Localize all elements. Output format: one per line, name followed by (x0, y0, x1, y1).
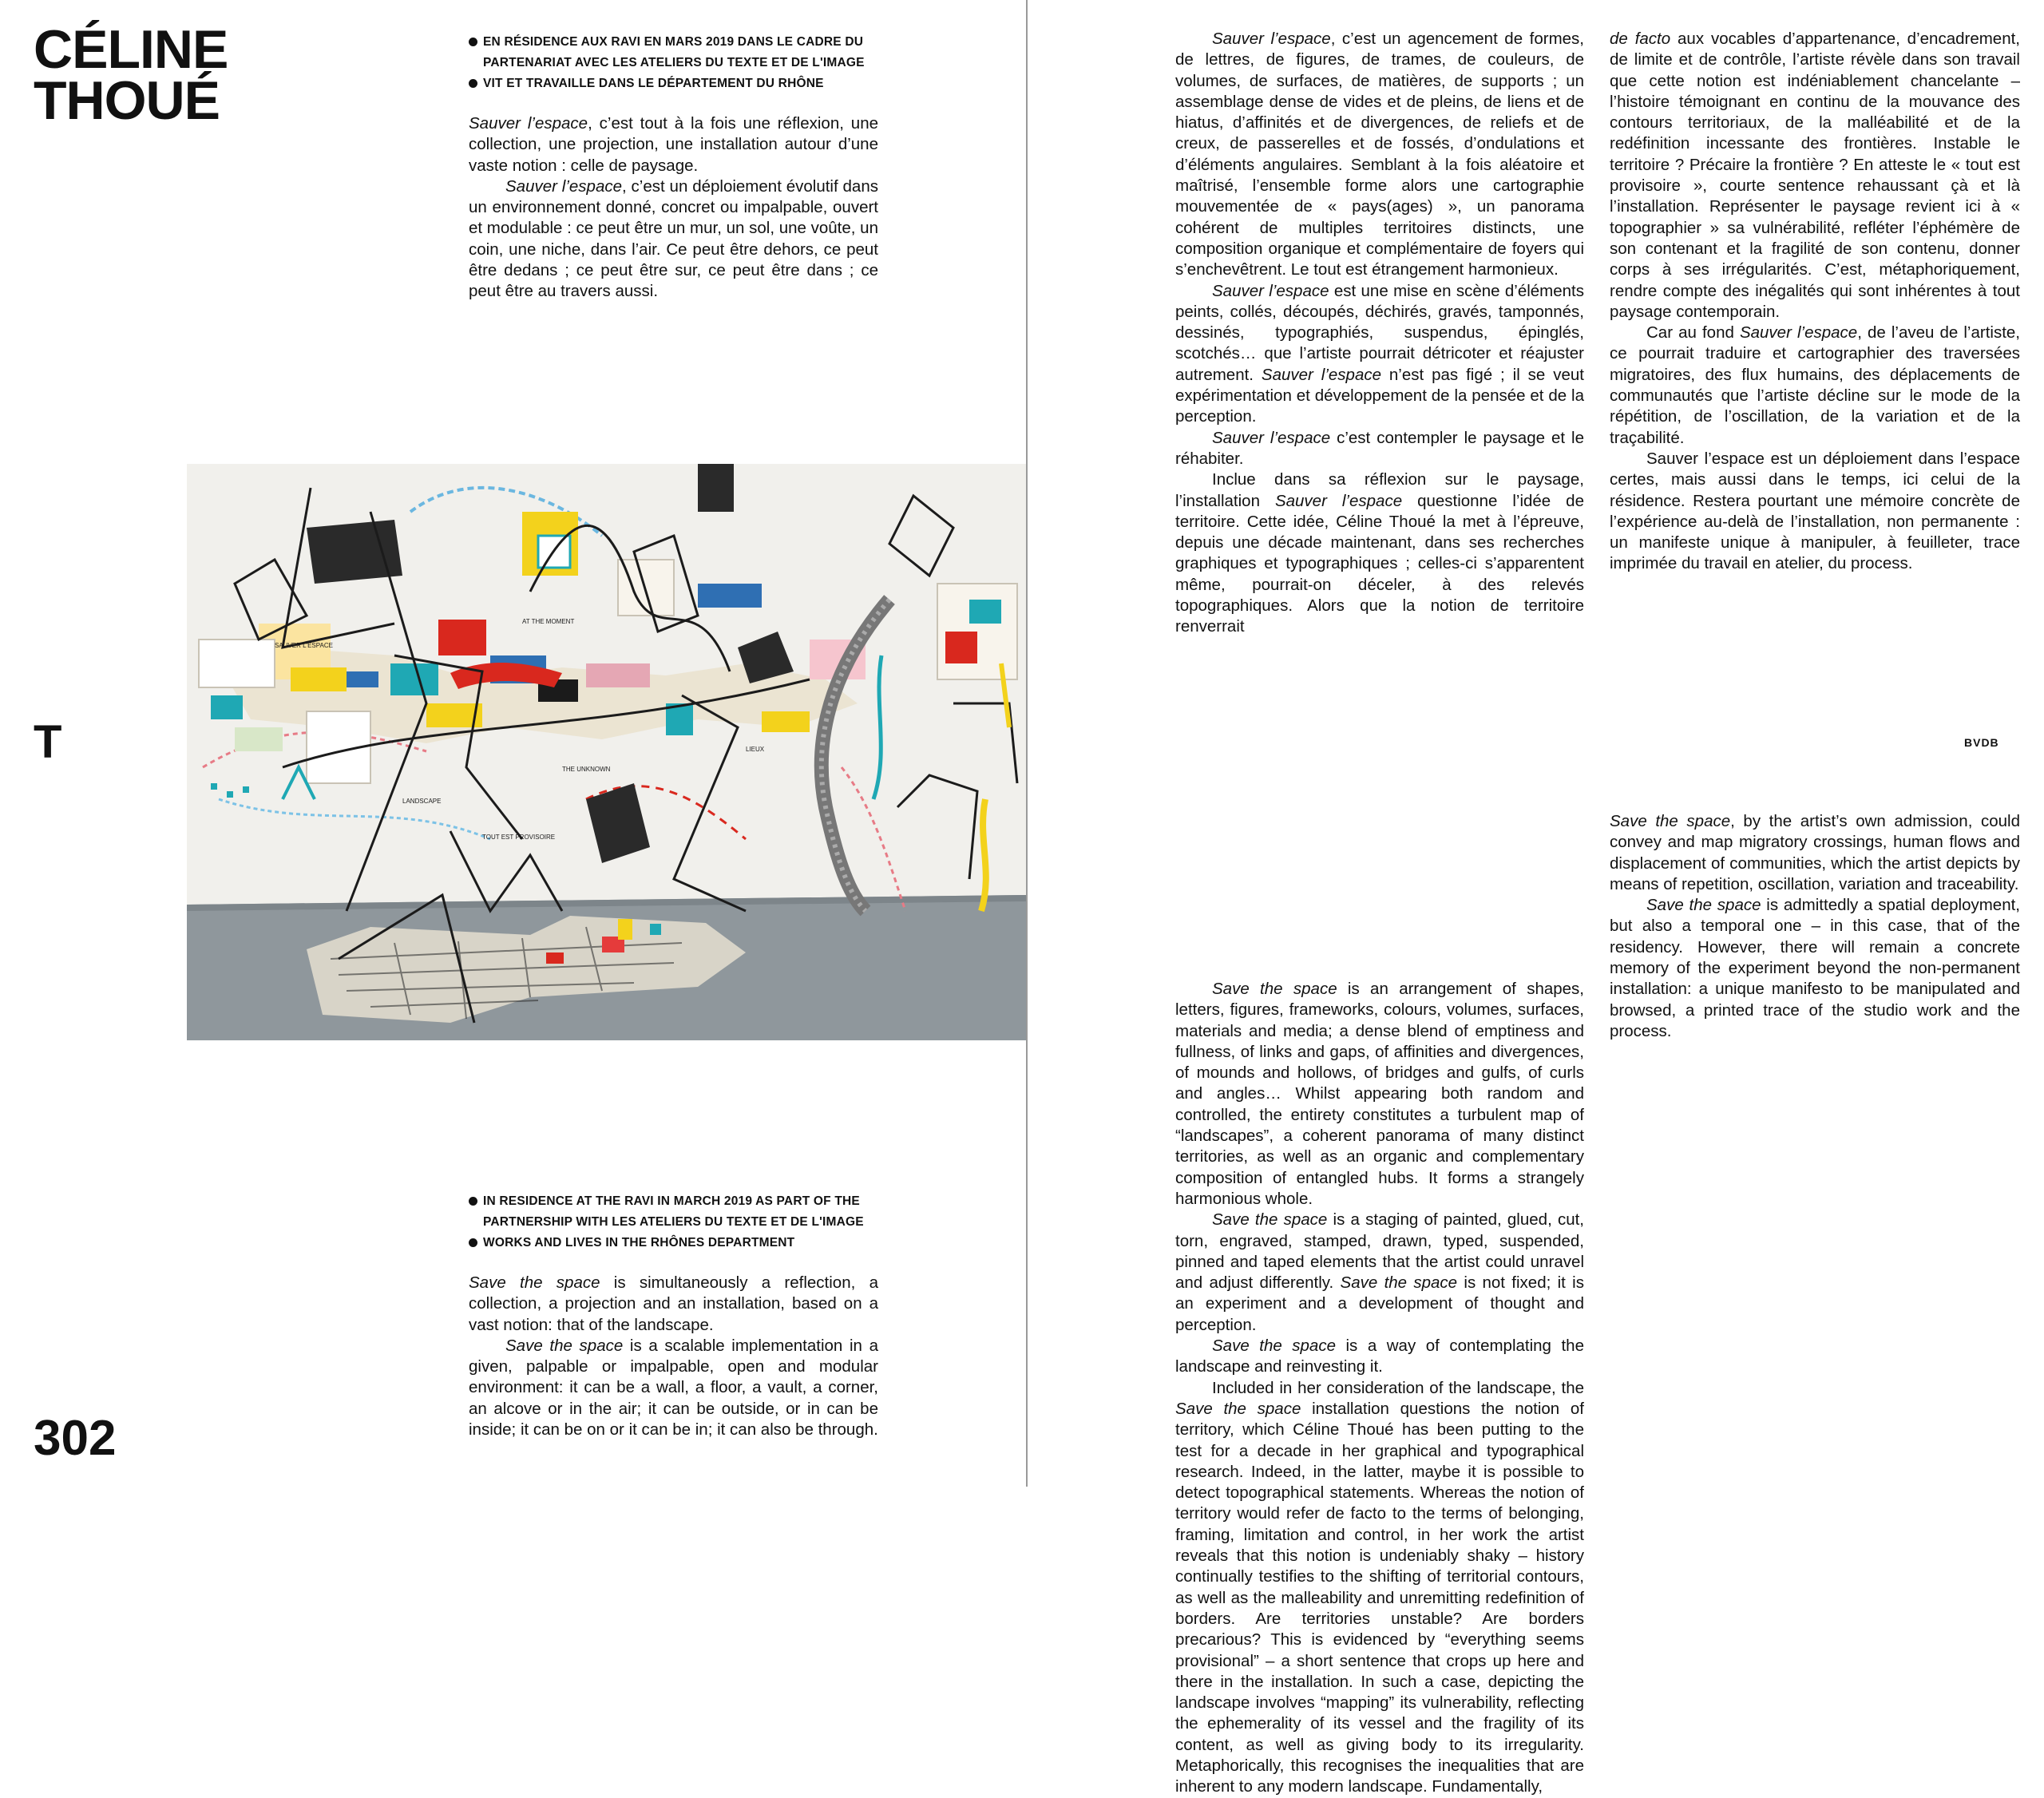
paragraph: Sauver l’espace, c’est un déploiement évolutif dans un environnement donné, concret ou impalpable, ouvert et modulable : ce peut être un mur, un sol, une voûte, un coin, une niche, dans l’air. Ce peut être dehors, ce peut être dedans ; ce peut être sur, ce peut être dans ; ce peut être au travers aussi. (469, 176, 878, 301)
svg-text:THE UNKNOWN: THE UNKNOWN (562, 766, 611, 773)
paragraph: Sauver l’espace c’est contempler le paysage et le réhabiter. (1175, 428, 1584, 468)
artist-name (34, 19, 228, 131)
paragraph: Included in her consideration of the landscape, the Save the space installation questions the notion of territory, which Céline Thoué has been putting to the test for a decade in her graphical and typographical research. Indeed, in the latter, maybe it is possible to detect topographical statements. Whereas the notion of territory would refer de facto to the terms of belonging, framing, limitation and control, in her work the artist reveals that this notion is undeniably shaky – history continually testifies to the shifting of territorial contours, as well as the malleability and unremitting redefinition of borders. Are territories unstable? Are borders precarious? This is evidenced by “everything seems provisional” – a short sentence that crops up here and there in the installation. In such a case, depicting the landscape involves “mapping” its vulnerability, reflecting the ephemerality of its vessel and the fragility of its content, as well as giving body to its irregularity. Metaphorically, this recognises the inequalities that are inherent to any modern landscape. Fundamentally, (1175, 1378, 1584, 1796)
paragraph: Save the space is a staging of painted, glued, cut, torn, engraved, stamped, drawn, typed, suspended, pinned and taped elements that the artist could unravel and adjust differently. Save the space is not fixed; it is an experiment and a development of thought and perception. (1175, 1210, 1585, 1334)
page-number: 302 (34, 1411, 117, 1466)
facts-list-fr (469, 32, 884, 94)
svg-text:AT THE MOMENT: AT THE MOMENT (522, 618, 575, 625)
author-signature: BVDB (1964, 736, 1999, 749)
fact-item: WORKS AND LIVES IN THE RHÔNES DEPARTMENT (469, 1233, 884, 1253)
body-text-en-column-1 (1175, 979, 1584, 1798)
svg-text:SAUVER L'ESPACE: SAUVER L'ESPACE (275, 642, 333, 649)
paragraph: Sauver l’espace, c’est tout à la fois une réflexion, une collection, une projection, une installation autour d’une vaste notion : celle de paysage. (469, 114, 878, 175)
installation-illustration (187, 464, 1026, 1040)
paragraph: Save the space, by the artist’s own admission, could convey and map migratory crossings, human flows and displacement of communities, which the artist depicts by means of repetition, oscillation, variation and traceability. (1610, 812, 2020, 893)
body-text-fr-column-2 (1610, 29, 2020, 575)
paragraph: Save the space is a scalable implementation in a given, palpable or impalpable, open and modular environment: it can be a wall, a floor, a vault, a corner, an alcove or in the air; it can be outside, or in can be inside; it can be on or it can be in; it can also be through. (469, 1336, 878, 1440)
paragraph: Save the space is admittedly a spatial deployment, but also a temporal one – in this case, that of the residency. However, there will remain a concrete memory of the experiment beyond the non-permanent installation: a unique manifesto to be manipulated and browsed, a printed trace of the studio work and the process. (1610, 896, 2020, 1040)
paragraph: Save the space is simultaneously a reflection, a collection, a projection and an installation, based on a vast notion: that of the landscape. (469, 1273, 878, 1334)
facts-list-en (469, 1191, 884, 1253)
fact-item: IN RESIDENCE AT THE RAVI IN MARCH 2019 AS PART OF THE PARTNERSHIP WITH LES ATELIERS DU TEXTE ET DE L'IMAGE (469, 1191, 884, 1233)
paragraph: Inclue dans sa réflexion sur le paysage, l’installation Sauver l’espace questionne l’idée de territoire. Cette idée, Céline Thoué la met à l’épreuve, depuis une décade maintenant, dans ses recherches graphiques et typographiques ; celles-ci s’apparentent même, pourrait-on déceler, à des relevés topographiques. Alors que la notion de territoire renverrait (1175, 470, 1584, 636)
intro-text-en (469, 1273, 878, 1440)
fact-item: EN RÉSIDENCE AUX RAVI EN MARS 2019 DANS LE CADRE DU PARTENARIAT AVEC LES ATELIERS DU TEXTE ET DE L'IMAGE (469, 32, 884, 73)
paragraph: de facto aux vocables d’appartenance, d’encadrement, de limite et de contrôle, l’artiste révèle dans son travail que cette notion est indéniablement chancelante – l’histoire témoignant en continu de la mouvance des contours territoriaux, de la malléabilité et de la redéfinition incessante des frontières. Instable le territoire ? Précaire la frontière ? En atteste le « tout est provisoire », courte sentence rehaussant çà et là l’installation. Représenter le paysage revient ici à « topographier » sa vulnérabilité, refléter l’éphémère de son contenant et la fragilité de son contenu, donner corps à ses irrégularités. C’est, métaphoriquement, rendre compte des inégalités qui sont inhérentes à tout paysage contemporain. (1610, 30, 2020, 321)
artist-name-line2: THOUÉ (34, 70, 220, 131)
svg-text:TOUT EST PROVISOIRE: TOUT EST PROVISOIRE (482, 834, 556, 841)
section-letter: T (34, 716, 62, 768)
paragraph: Sauver l’espace, c’est un agencement de formes, de lettres, de figures, de trames, de couleurs, de volumes, de surfaces, de matières, de supports ; un assemblage dense de vides et de pleins, de liens et de hiatus, d’affinités et de divergences, de reliefs et de creux, de passerelles et de fossés, d’ondulations et d’éléments angulaires. Semblant à la fois aléatoire et maîtrisé, l’ensemble forme alors une cartographie mouvementée de « pays(ages) », un panorama cohérent de multiples territoires distincts, une composition organique et complémentaire de foyers qui s’enchevêtrent. Le tout est étrangement harmonieux. (1175, 30, 1584, 279)
body-text-en-column-2 (1610, 811, 2020, 1042)
paragraph: Sauver l’espace est un déploiement dans l’espace certes, mais aussi dans le temps, ici celui de la résidence. Restera pourtant une mémoire concrète de l’expérience au-delà de l’installation, non permanente : un manifeste unique à manipuler, à feuilleter, trace imprimée du travail en atelier, du process. (1610, 449, 2020, 573)
artist-name-line1: CÉLINE (34, 19, 228, 80)
svg-text:LIEUX: LIEUX (746, 746, 765, 753)
installation-photograph (187, 464, 1026, 1040)
body-text-fr-column-1 (1175, 29, 1584, 638)
paragraph: Sauver l’espace est une mise en scène d’éléments peints, collés, découpés, déchirés, gravés, tamponnés, dessinés, typographiés, suspendus, épinglés, scotchés… que l’artiste pourrait détricoter et réajuster autrement. Sauver l’espace n’est pas figé ; il se veut expérimentation et développement de la pensée et de la perception. (1175, 281, 1584, 426)
paragraph: Car au fond Sauver l’espace, de l’aveu de l’artiste, ce pourrait traduire et cartographier des traversées migratoires, des flux humains, des déplacements de communautés que l’artiste décline sur le mode de la répétition, de l’oscillation, de la variation et de la traçabilité. (1610, 323, 2020, 447)
fact-item: VIT ET TRAVAILLE DANS LE DÉPARTEMENT DU RHÔNE (469, 73, 884, 94)
svg-text:LANDSCAPE: LANDSCAPE (402, 798, 442, 805)
paragraph: Save the space is an arrangement of shapes, letters, figures, frameworks, colours, volumes, surfaces, materials and media; a dense blend of emptiness and fullness, of links and gaps, of affinities and divergences, of mounds and hollows, of bridges and gulfs, of curls and angles… Whilst appearing both random and controlled, the entirety constitutes a turbulent map of “landscapes”, a coherent panorama of many distinct territories, as well as an organic and complementary composition of entangled hubs. It forms a strangely harmonious whole. (1175, 980, 1584, 1208)
page-spine (1026, 0, 1028, 1487)
paragraph: Save the space is a way of contemplating the landscape and reinvesting it. (1175, 1337, 1584, 1376)
intro-text-fr (469, 113, 878, 303)
